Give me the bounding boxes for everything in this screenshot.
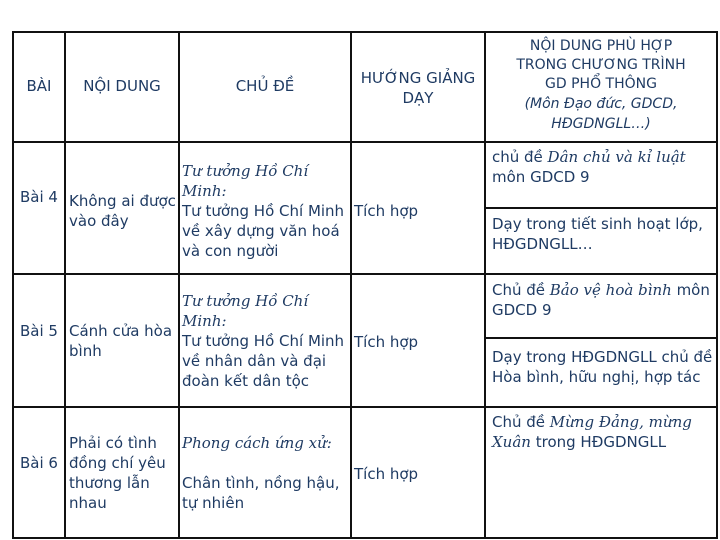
table-header-divider — [12, 141, 718, 143]
table-border-bottom — [12, 537, 718, 539]
column-divider — [178, 31, 180, 539]
header-phu-hop-line2: TRONG CHƯƠNG TRÌNH — [516, 57, 686, 73]
row-chu-de-body: Tư tưởng Hồ Chí Minh về nhân dân và đại đoàn kết dân tộc — [182, 332, 345, 390]
table-border-top — [12, 31, 718, 33]
header-phu-hop-sub2: HĐGDNGLL…) — [551, 116, 651, 132]
header-huong-giang-day: HƯỚNG GIẢNG DẠY — [360, 69, 476, 107]
row-huong: Tích hợp — [354, 333, 419, 351]
header-chu-de: CHỦ ĐỀ — [235, 77, 295, 95]
row-phu-hop-a — [492, 147, 714, 187]
topic-name: Dân chủ và kỉ luật — [547, 148, 686, 166]
text-prefix: Chủ đề — [492, 281, 550, 299]
topic-name: Bảo vệ hoà bình — [549, 281, 672, 299]
row-huong: Tích hợp — [354, 465, 419, 483]
header-phu-hop-line3: GD PHỔ THÔNG — [545, 76, 657, 92]
row-phu-hop-a — [492, 412, 714, 452]
row-bai: Bài 4 — [20, 188, 58, 206]
cell-split-line — [485, 337, 718, 339]
row-chu-de-body: Chân tình, nồng hậu, tự nhiên — [182, 474, 340, 512]
row-phu-hop-b: Dạy trong HĐGDNGLL chủ đề Hòa bình, hữu nghị, hợp tác — [492, 348, 713, 386]
row-chu-de-body: Tư tưởng Hồ Chí Minh về xây dựng văn hoá và con người — [182, 202, 345, 260]
row-phu-hop-a — [492, 280, 714, 320]
column-divider — [64, 31, 66, 539]
cell-split-line — [485, 207, 718, 209]
text-prefix: chủ đề — [492, 148, 548, 166]
row-bai: Bài 5 — [20, 322, 58, 340]
text-suffix: trong HĐGDNGLL — [530, 433, 667, 451]
row-chu-de-title: Tư tưởng Hồ Chí Minh: — [182, 162, 309, 200]
row-huong: Tích hợp — [354, 202, 419, 220]
row-noi-dung: Phải có tình đồng chí yêu thương lẫn nhau — [69, 434, 166, 512]
text-suffix: môn GDCD 9 — [492, 281, 710, 319]
header-phu-hop-sub1: (Môn Đạo đức, GDCD, — [524, 96, 678, 112]
curriculum-table — [12, 31, 718, 539]
text-suffix: môn GDCD 9 — [492, 168, 590, 186]
row-divider — [12, 273, 718, 275]
row-noi-dung: Không ai được vào đây — [69, 192, 176, 230]
row-chu-de-title: Tư tưởng Hồ Chí Minh: — [182, 292, 309, 330]
header-noi-dung: NỘI DUNG — [83, 77, 161, 95]
text-prefix: Chủ đề — [492, 413, 550, 431]
table-border-left — [12, 31, 14, 539]
row-noi-dung: Cánh cửa hòa bình — [69, 322, 173, 360]
row-divider — [12, 406, 718, 408]
table-border-right — [716, 31, 718, 539]
row-bai: Bài 6 — [20, 454, 58, 472]
topic-name: Mừng Đảng, mừng Xuân — [492, 413, 692, 451]
header-phu-hop-line1: NỘI DUNG PHÙ HỢP — [529, 38, 673, 54]
row-chu-de-title: Phong cách ứng xử: — [182, 434, 332, 452]
header-bai: BÀI — [26, 77, 52, 95]
row-phu-hop-b: Dạy trong tiết sinh hoạt lớp, HĐGDNGLL… — [492, 215, 703, 253]
